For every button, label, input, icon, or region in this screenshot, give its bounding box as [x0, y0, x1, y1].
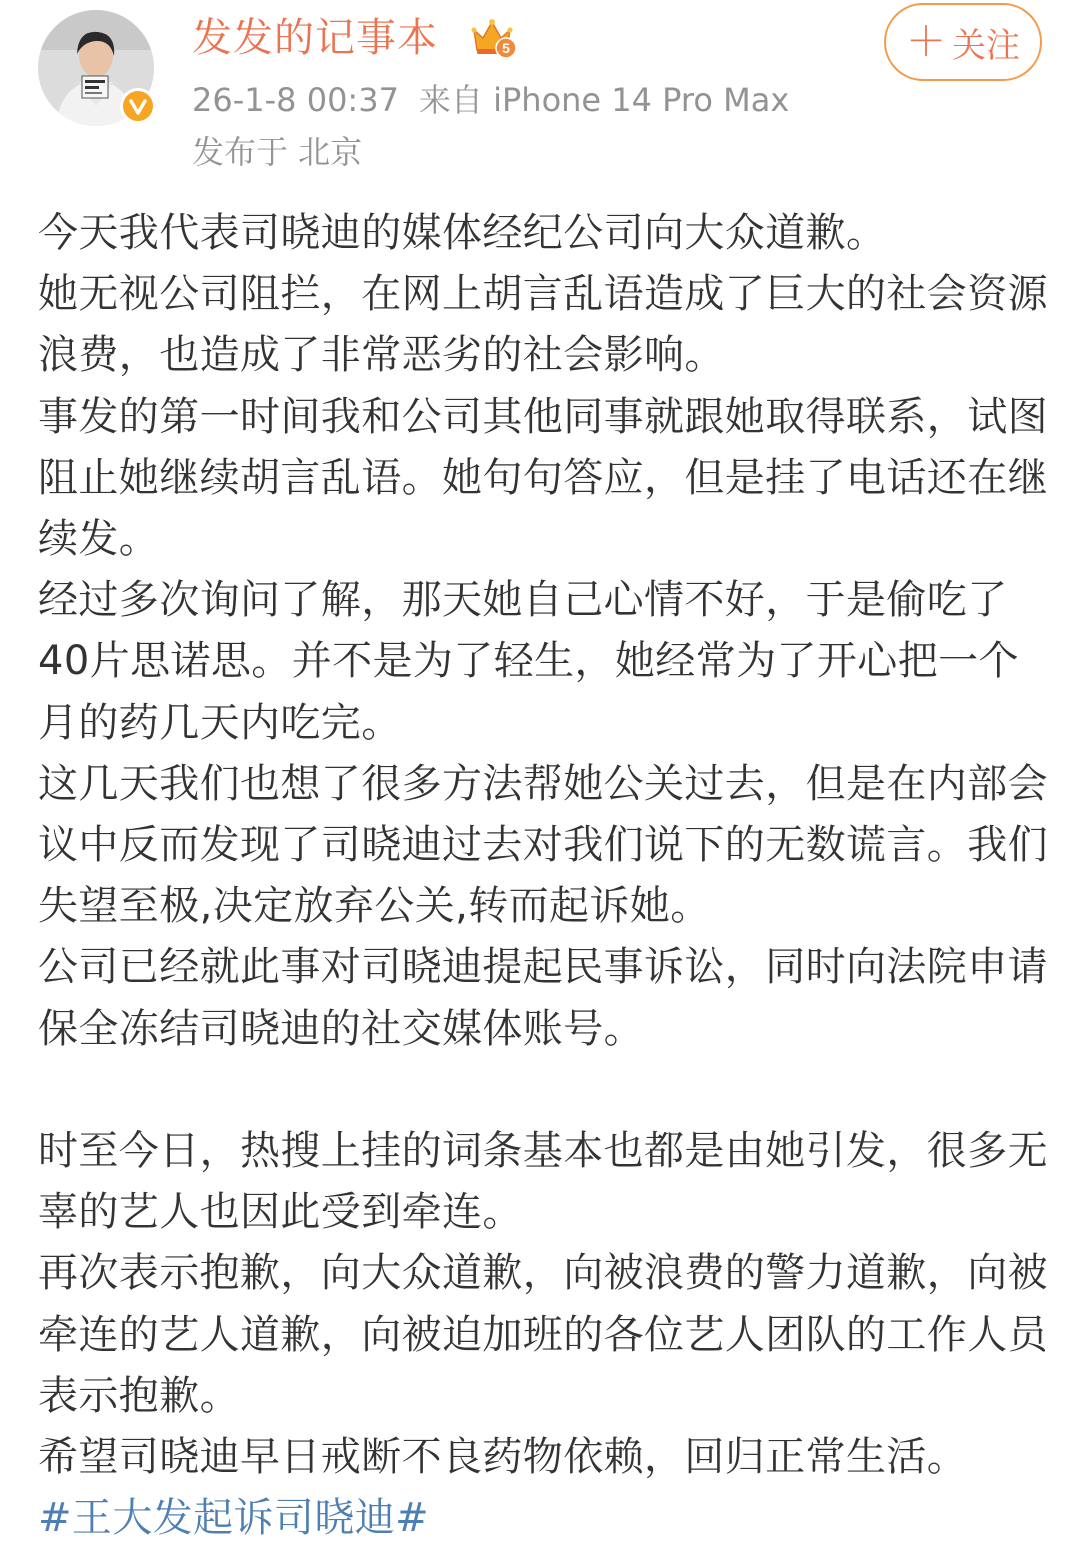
username[interactable]: 发发的记事本: [192, 15, 438, 61]
post-header: [0, 0, 1079, 180]
post-paragraph: 公司已经就此事对司晓迪提起民事诉讼，同时向法院申请保全冻结司晓迪的社交媒体账号。: [38, 944, 1048, 1052]
post-paragraph: 时至今日，热搜上挂的词条基本也都是由她引发，很多无辜的艺人也因此受到牵连。: [38, 1128, 1048, 1236]
verified-badge-icon: [120, 88, 156, 124]
post-location: 发布于 北京: [192, 133, 363, 171]
hashtag-link[interactable]: #王大发起诉司晓迪#: [38, 1495, 430, 1542]
post-paragraph: 她无视公司阻拦，在网上胡言乱语造成了巨大的社会资源浪费，也造成了非常恶劣的社会影响。: [38, 271, 1048, 379]
post-timestamp: 26-1-8 00:37: [192, 81, 399, 119]
post-paragraph: 今天我代表司晓迪的媒体经纪公司向大众道歉。: [38, 210, 887, 256]
post-paragraph: 这几天我们也想了很多方法帮她公关过去，但是在内部会议中反而发现了司晓迪过去对我们说下的无数谎言。我们失望至极,决定放弃公关,转而起诉她。: [38, 760, 1048, 930]
plus-icon: ＋: [906, 19, 946, 65]
post-meta: [192, 74, 789, 126]
post-paragraph: 经过多次询问了解，那天她自己心情不好，于是偷吃了40片思诺思。并不是为了轻生，她经常为了开心把一个月的药几天内吃完。: [38, 577, 1019, 746]
blank-line: [38, 1060, 1048, 1121]
post-paragraph: 希望司晓迪早日戒断不良药物依赖，回归正常生活。: [38, 1434, 968, 1481]
post-paragraph: 事发的第一时间我和公司其他同事就跟她取得联系，试图阻止她继续胡言乱语。她句句答应，但是挂了电话还在继续发。: [38, 393, 1048, 563]
post-source: 来自 iPhone 14 Pro Max: [418, 81, 790, 119]
crown-level-number: 5: [502, 40, 510, 56]
follow-button[interactable]: [884, 3, 1042, 81]
crown-icon[interactable]: [470, 16, 518, 60]
post-content: [38, 203, 1048, 1549]
follow-button-label: 关注: [952, 25, 1020, 66]
post-paragraph: 再次表示抱歉，向大众道歉，向被浪费的警力道歉，向被牵连的艺人道歉，向被迫加班的各位艺人团队的工作人员表示抱歉。: [38, 1250, 1048, 1419]
